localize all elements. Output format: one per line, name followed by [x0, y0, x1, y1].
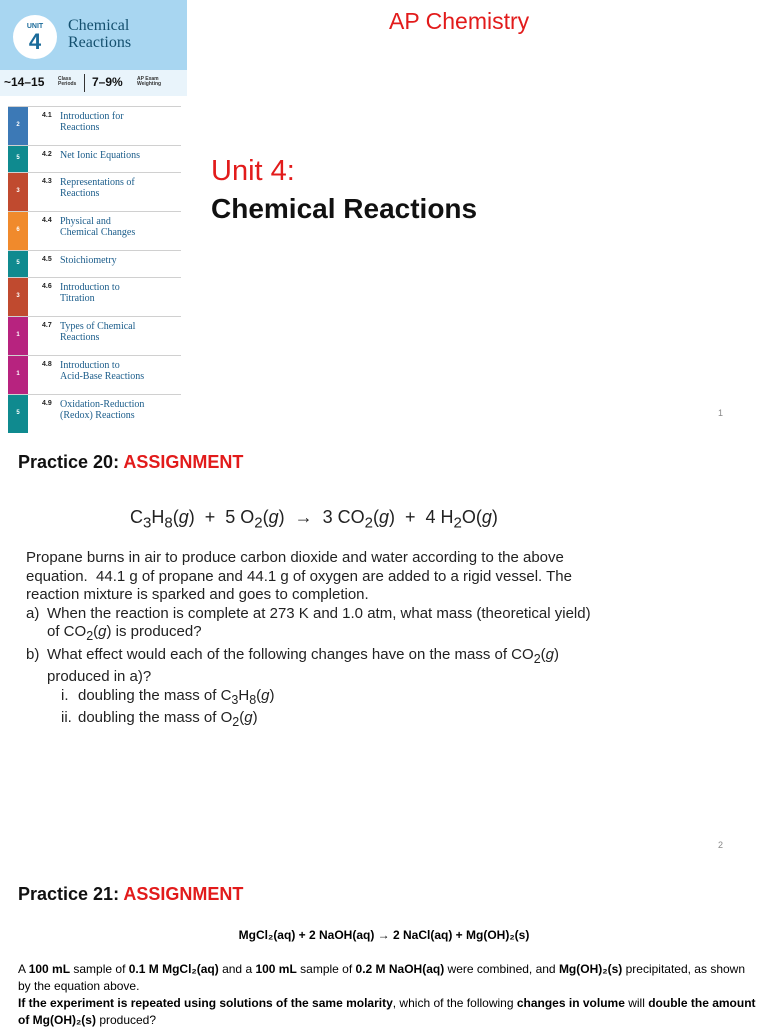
unit-heading: Unit 4:	[211, 155, 295, 187]
exam-weight: 7–9%	[92, 75, 123, 89]
topic-number: 4.6	[42, 283, 52, 290]
topic-name: Net Ionic Equations	[60, 150, 140, 161]
topic-tag: 1	[8, 317, 28, 355]
topic-number: 4.5	[42, 256, 52, 263]
unit-number: 4	[28, 29, 42, 54]
topic-name: Types of Chemical Reactions	[60, 321, 136, 343]
topic-name: Stoichiometry	[60, 255, 117, 266]
slide-3	[0, 866, 768, 1027]
course-title: AP Chemistry	[389, 8, 530, 34]
stats-divider	[84, 74, 85, 92]
practice-title-tag: ASSIGNMENT	[123, 452, 244, 472]
unit-header	[0, 0, 187, 70]
topic-item	[8, 317, 181, 356]
practice-title	[18, 884, 243, 905]
topic-name: Introduction for Reactions	[60, 111, 124, 133]
topic-name: Physical and Chemical Changes	[60, 216, 136, 238]
topic-item	[8, 212, 181, 251]
topic-tag: 3	[8, 173, 28, 211]
topic-tag: 2	[8, 107, 28, 145]
topic-item	[8, 146, 181, 173]
practice-title	[18, 452, 243, 473]
topic-item	[8, 395, 181, 434]
topic-tag: 5	[8, 146, 28, 172]
class-periods-label: Class Periods	[58, 76, 77, 87]
topic-list	[8, 106, 181, 434]
practice-title-prefix: Practice 21:	[18, 884, 120, 904]
practice-title-tag: ASSIGNMENT	[123, 884, 244, 904]
topic-item	[8, 173, 181, 212]
topic-name: Representations of Reactions	[60, 177, 135, 199]
unit-label: UNIT	[26, 23, 44, 30]
topic-tag: 5	[8, 251, 28, 277]
unit-badge	[13, 15, 57, 59]
topic-item	[8, 356, 181, 395]
unit-stats	[0, 70, 187, 96]
topic-number: 4.1	[42, 112, 52, 119]
topic-tag: 3	[8, 278, 28, 316]
topic-number: 4.8	[42, 361, 52, 368]
problem-text: Propane burns in air to produce carbon dioxide and water according to the above equation. 44.1 g of propane and 44.1 g of oxygen are added to a rigid vessel. The reaction mixture is sparked and goes to completion. a) When the reaction is complete at 273 K and 1.0 atm, what mass (theoretical yield) of $CO_2(g)$ is produced? b) What effect would each of the following changes have on the mass of $CO_2(g)$ produced in a)? i. doubling the mass of $C_3H_8(g)$ ii. doubling the mass of $O_2(g)$	[26, 549, 591, 729]
topic-number: 4.3	[42, 178, 52, 185]
topic-name: Oxidation-Reduction (Redox) Reactions	[60, 399, 145, 421]
slide-1	[0, 0, 768, 433]
topic-number: 4.9	[42, 400, 52, 407]
unit-subheading: Chemical Reactions	[211, 193, 478, 224]
exam-weight-label: AP Exam Weighting	[137, 76, 162, 87]
topic-name: Introduction to Titration	[60, 282, 120, 304]
topic-number: 4.7	[42, 322, 52, 329]
topic-number: 4.2	[42, 151, 52, 158]
unit-title: Chemical Reactions	[68, 17, 132, 51]
page-number: 2	[717, 840, 723, 850]
slide-2	[0, 433, 768, 866]
topic-tag: 1	[8, 356, 28, 394]
topic-tag: 6	[8, 212, 28, 250]
reaction-equation: $C_3H_8(g) + 5$ $O_2(g) \to 3$ $CO_2(g) + 4$ $H_2O(g)$	[130, 507, 498, 532]
topic-number: 4.4	[42, 217, 52, 224]
reaction-equation: MgCl₂(aq) + 2 NaOH(aq) → 2 NaCl(aq) + Mg(OH)₂(s)	[238, 928, 530, 942]
class-periods: ~14–15	[4, 75, 45, 89]
practice-title-prefix: Practice 20:	[18, 452, 120, 472]
topic-item	[8, 106, 181, 146]
topic-name: Introduction to Acid-Base Reactions	[60, 360, 145, 382]
topic-item	[8, 251, 181, 278]
page-number: 1	[717, 408, 723, 418]
topic-tag: 5	[8, 395, 28, 433]
topic-item	[8, 278, 181, 317]
problem-text: A 100 mL sample of 0.1 M MgCl₂(aq) and a 100 mL sample of 0.2 M NaOH(aq) were combined, and Mg(OH)₂(s) precipitated, as shown by the equation above. If the experiment is repeated using solutions of the same molarity, which of the following changes in volume will double the amount of Mg(OH)₂(s) produced?	[18, 962, 756, 1027]
